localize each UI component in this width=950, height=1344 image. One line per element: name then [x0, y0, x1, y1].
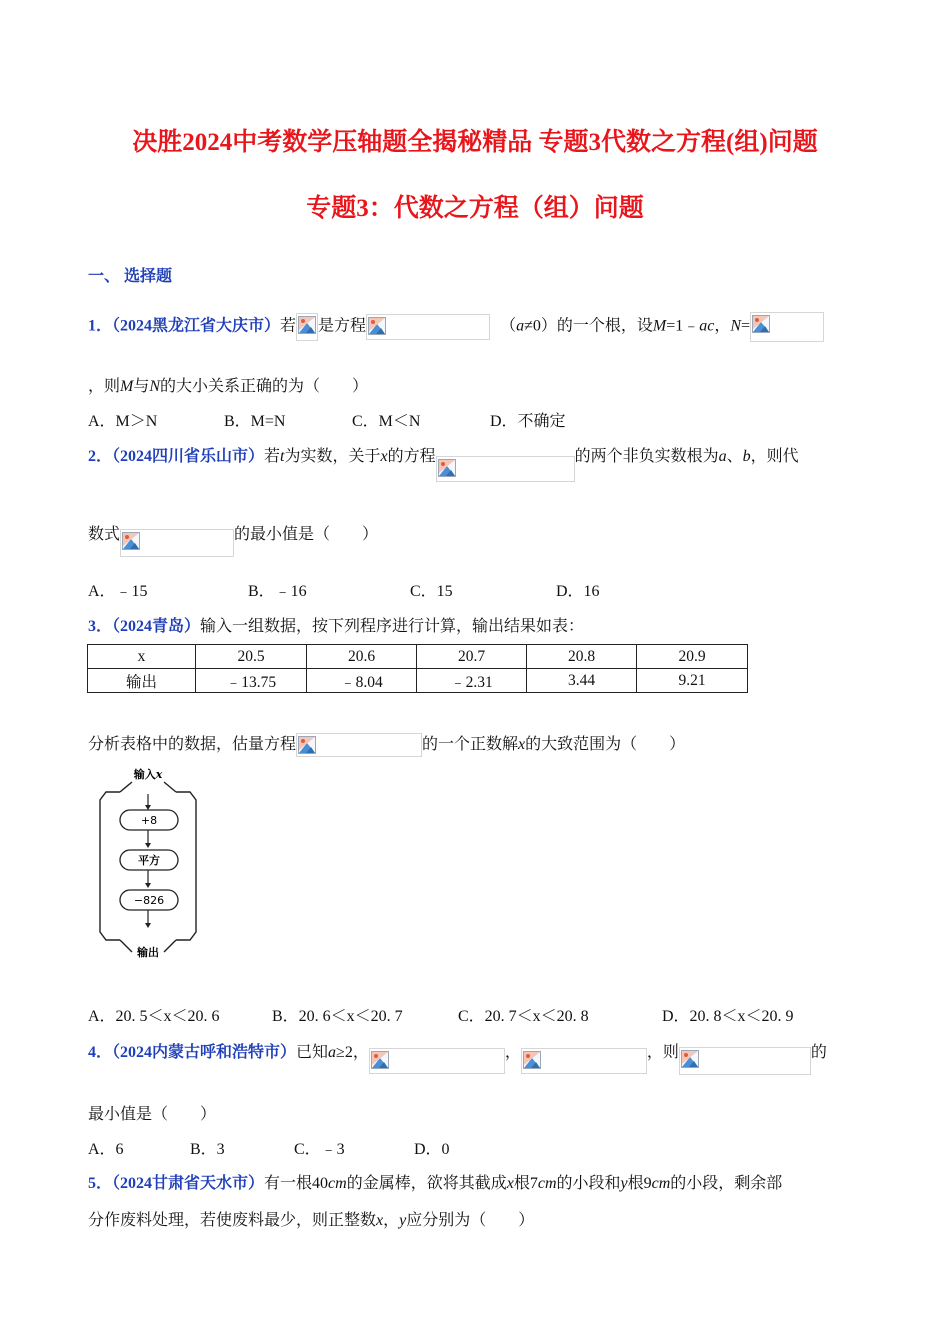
table-cell: 9.21	[637, 669, 748, 693]
formula-image-icon	[296, 733, 422, 757]
variable: y	[620, 1175, 628, 1192]
question-text: ，则	[88, 378, 121, 395]
question-text: 有一根40	[264, 1175, 329, 1192]
question-text: =1﹣	[666, 317, 700, 335]
question-3-line1	[88, 613, 584, 636]
variable: ac	[699, 317, 715, 335]
question-source: （2024青岛）	[112, 618, 201, 635]
broken-image-icon	[298, 316, 316, 334]
answer-option-a: A．M＞N	[88, 413, 158, 430]
table-cell: 20.8	[527, 645, 637, 669]
flow-step-square-label: 平方	[138, 854, 160, 867]
question-text: ，	[714, 317, 731, 335]
broken-image-icon	[368, 317, 386, 335]
variable: M	[120, 378, 134, 395]
question-number: 3．	[88, 618, 113, 635]
answer-option-a: A．﹣15	[88, 583, 148, 600]
flow-step-add-label: +8	[140, 814, 158, 827]
question-4-line1	[88, 1039, 827, 1067]
answer-option-d: D．0	[414, 1141, 450, 1158]
variable: N	[149, 378, 161, 395]
question-text: 若	[264, 448, 281, 465]
table-cell: 输出	[88, 669, 196, 693]
question-text: 根7	[513, 1175, 538, 1192]
question-text: （	[500, 317, 517, 335]
broken-image-icon	[371, 1051, 389, 1069]
broken-image-icon	[681, 1050, 699, 1068]
variable: y	[399, 1212, 407, 1229]
question-text: 为实数，关于	[284, 448, 381, 465]
question-text: 、	[726, 448, 743, 465]
question-1-line2	[88, 373, 368, 396]
flow-output-label: 输出	[137, 946, 159, 959]
variable: N	[730, 317, 742, 335]
answer-option-c: C．20. 7＜x＜20. 8	[458, 1008, 589, 1025]
variable: b	[742, 448, 751, 465]
table-cell: 20.5	[196, 645, 307, 669]
table-cell: 20.7	[417, 645, 527, 669]
question-text: 输入一组数据，按下列程序进行计算，输出结果如表：	[200, 618, 585, 635]
question-source: （2024甘肃省天水市）	[112, 1175, 265, 1192]
question-text: 的小段和	[556, 1175, 621, 1192]
variable: x	[376, 1212, 384, 1229]
table-row	[88, 645, 748, 669]
question-3-line2	[88, 731, 685, 757]
formula-image-icon	[750, 312, 824, 342]
question-text: ≠0）的一个根，设	[524, 317, 653, 335]
question-text: 应分别为（ ）	[406, 1212, 535, 1229]
question-text: 与	[133, 378, 150, 395]
formula-image-icon	[296, 313, 318, 341]
question-text: ，	[383, 1212, 400, 1229]
formula-image-icon	[436, 456, 575, 482]
question-text: 分析表格中的数据，估量方程	[88, 736, 297, 753]
question-2-line2	[88, 521, 378, 549]
question-text: =	[741, 317, 751, 335]
section-heading: 一、 选择题	[88, 268, 173, 285]
question-text: 的金属棒，欲将其截成	[346, 1175, 507, 1192]
question-text: ，则	[646, 1044, 679, 1061]
answer-option-b: B．M=N	[224, 413, 286, 430]
question-text: 的	[810, 1044, 827, 1061]
question-2-line1	[88, 443, 799, 470]
document-subtitle: 专题3：代数之方程（组）问题	[306, 195, 644, 222]
answer-option-d: D．16	[556, 583, 600, 600]
formula-image-icon	[366, 314, 490, 340]
flow-step-subtract-label: −826	[133, 894, 165, 907]
document-title: 决胜2024中考数学压轴题全揭秘精品 专题3代数之方程(组)问题	[132, 129, 818, 156]
answer-option-b: B．20. 6＜x＜20. 7	[272, 1008, 403, 1025]
question-text: 根9	[627, 1175, 652, 1192]
question-4-line2: 最小值是（ ）	[88, 1106, 217, 1123]
question-text: ，则代	[750, 448, 799, 465]
question-text: 的大致范围为（ ）	[525, 736, 686, 753]
question-number: 2．	[88, 448, 113, 465]
unit: cm	[328, 1175, 347, 1192]
table-cell: ﹣2.31	[417, 669, 527, 693]
variable: x	[518, 736, 526, 753]
data-table	[87, 644, 748, 693]
unit: cm	[651, 1175, 671, 1192]
question-number: 5．	[88, 1175, 113, 1192]
formula-image-icon	[369, 1048, 505, 1074]
question-text: 的一个正数解	[422, 736, 519, 753]
answer-option-c: C．﹣3	[294, 1141, 345, 1158]
broken-image-icon	[122, 532, 140, 550]
table-cell: 3.44	[527, 669, 637, 693]
variable: a	[718, 448, 727, 465]
question-source: （2024内蒙古呼和浩特市）	[112, 1044, 297, 1061]
question-text: 的方程	[387, 448, 436, 465]
broken-image-icon	[298, 736, 316, 754]
question-text: ≥2，	[336, 1044, 369, 1061]
question-text: 的最小值是（ ）	[234, 526, 379, 543]
table-cell: 20.6	[307, 645, 417, 669]
unit: cm	[537, 1175, 557, 1192]
question-source: （2024黑龙江省大庆市）	[112, 317, 281, 335]
table-cell: ﹣8.04	[307, 669, 417, 693]
question-text: 若	[280, 317, 297, 335]
question-5-line1	[88, 1170, 782, 1193]
table-row	[88, 669, 748, 693]
question-text: 的小段，剩余部	[670, 1175, 783, 1192]
variable: a	[516, 317, 525, 335]
table-cell: 20.9	[637, 645, 748, 669]
formula-image-icon	[521, 1048, 647, 1074]
table-cell: x	[88, 645, 196, 669]
variable: x	[380, 448, 388, 465]
program-flowchart	[98, 764, 198, 964]
question-number: 1．	[88, 317, 113, 335]
answer-option-d: D．不确定	[490, 413, 566, 430]
answer-option-c: C．M＜N	[352, 413, 421, 430]
answer-option-b: B．3	[190, 1141, 225, 1158]
question-5-line2	[88, 1207, 534, 1230]
answer-option-d: D．20. 8＜x＜20. 9	[662, 1008, 794, 1025]
formula-image-icon	[679, 1047, 811, 1075]
answer-option-a: A．6	[88, 1141, 124, 1158]
question-text: ，	[504, 1044, 521, 1061]
formula-image-icon	[120, 529, 234, 557]
question-text: 分作废料处理，若使废料最少，则正整数	[88, 1212, 377, 1229]
question-1-line1	[88, 312, 824, 342]
answer-option-a: A．20. 5＜x＜20. 6	[88, 1008, 220, 1025]
broken-image-icon	[438, 459, 456, 477]
table-cell: ﹣13.75	[196, 669, 307, 693]
variable: t	[280, 448, 285, 465]
broken-image-icon	[752, 315, 770, 333]
variable: a	[328, 1044, 337, 1061]
question-text: 的两个非负实数根为	[574, 448, 719, 465]
answer-option-c: C．15	[410, 583, 453, 600]
variable: x	[506, 1175, 514, 1192]
question-number: 4．	[88, 1044, 113, 1061]
answer-option-b: B．﹣16	[248, 583, 307, 600]
variable: M	[652, 317, 667, 335]
flow-input-label: 输入x	[133, 768, 163, 781]
question-text: 的大小关系正确的为（ ）	[160, 378, 369, 395]
question-text: 是方程	[318, 317, 367, 335]
question-text: 已知	[296, 1044, 329, 1061]
question-text: 数式	[88, 526, 121, 543]
question-source: （2024四川省乐山市）	[112, 448, 265, 465]
broken-image-icon	[523, 1051, 541, 1069]
